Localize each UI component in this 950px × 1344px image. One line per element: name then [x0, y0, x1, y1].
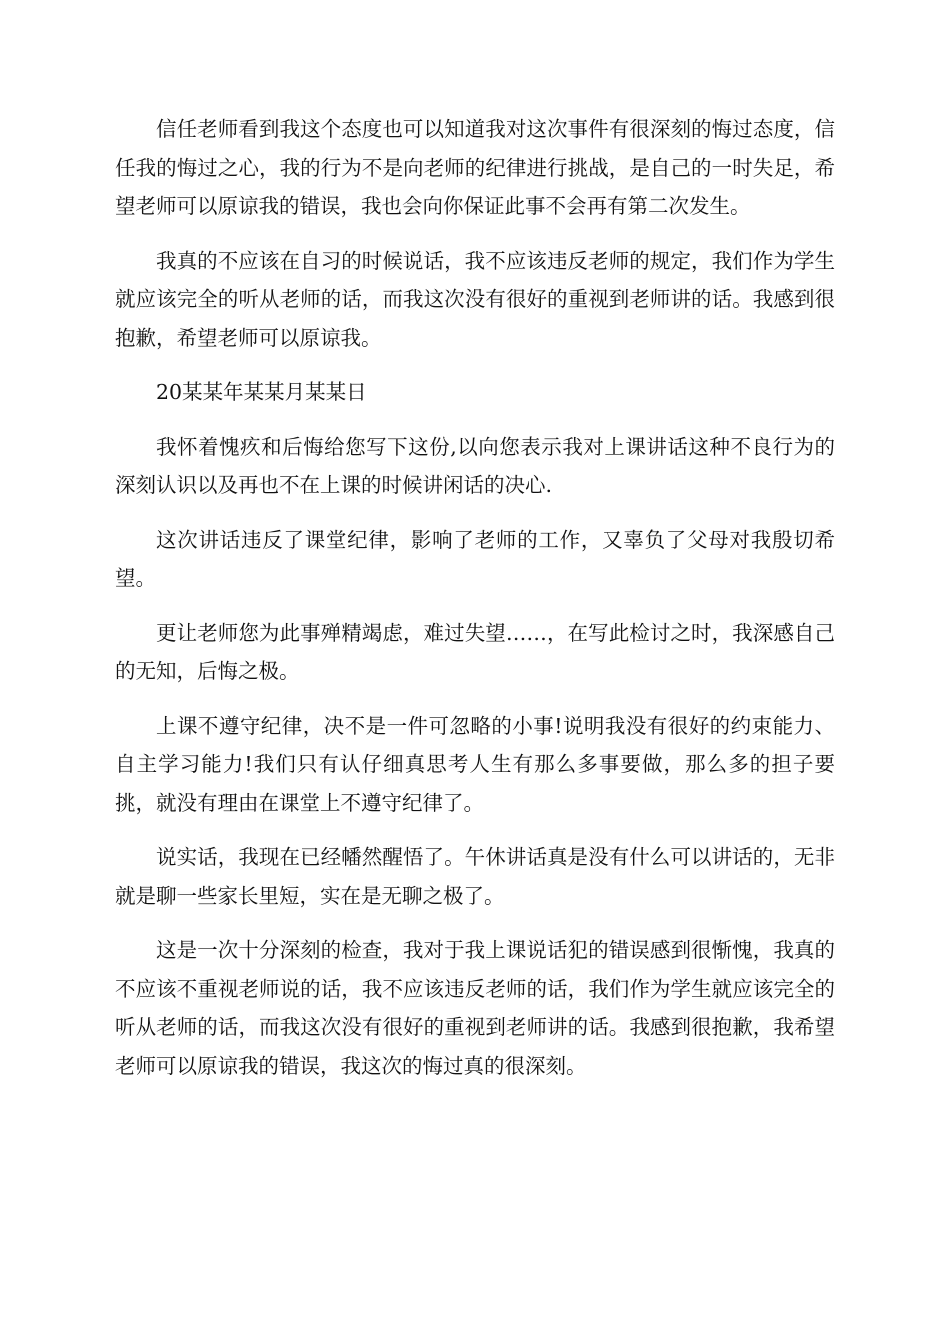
- date-line: 20某某年某某月某某日: [156, 380, 367, 404]
- paragraph-6: 更让老师您为此事殚精竭虑，难过失望……，在写此检讨之时，我深感自己的无知，后悔之极。: [115, 620, 835, 683]
- paragraph-4: 我怀着愧疚和后悔给您写下这份,以向您表示我对上课讲话这种不良行为的深刻认识以及再也不在上课的时候讲闲话的决心.: [115, 434, 835, 497]
- paragraph-2: 我真的不应该在自习的时候说话，我不应该违反老师的规定，我们作为学生就应该完全的听从老师的话，而我这次没有很好的重视到老师讲的话。我感到很抱歉，希望老师可以原谅我。: [115, 248, 835, 350]
- paragraph-9: 这是一次十分深刻的检查，我对于我上课说话犯的错误感到很惭愧，我真的不应该不重视老师说的话，我不应该违反老师的话，我们作为学生就应该完全的听从老师的话，而我这次没有很好的重视到老师讲的话。我感到很抱歉，我希望老师可以原谅我的错误，我这次的悔过真的很深刻。: [115, 938, 835, 1078]
- paragraph-1: 信任老师看到我这个态度也可以知道我对这次事件有很深刻的悔过态度，信任我的悔过之心，我的行为不是向老师的纪律进行挑战，是自己的一时失足，希望老师可以原谅我的错误，我也会向你保证此事不会再有第二次发生。: [115, 117, 835, 218]
- paragraph-5: 这次讲话违反了课堂纪律，影响了老师的工作，又辜负了父母对我殷切希望。: [115, 527, 835, 590]
- document-body: [115, 110, 835, 1085]
- paragraph-7: 上课不遵守纪律，决不是一件可忽略的小事!说明我没有很好的约束能力、自主学习能力!我们只有认仔细真思考人生有那么多事要做，那么多的担子要挑，就没有理由在课堂上不遵守纪律了。: [115, 713, 835, 815]
- paragraph-8: 说实话，我现在已经幡然醒悟了。午休讲话真是没有什么可以讲话的，无非就是聊一些家长里短，实在是无聊之极了。: [115, 845, 835, 908]
